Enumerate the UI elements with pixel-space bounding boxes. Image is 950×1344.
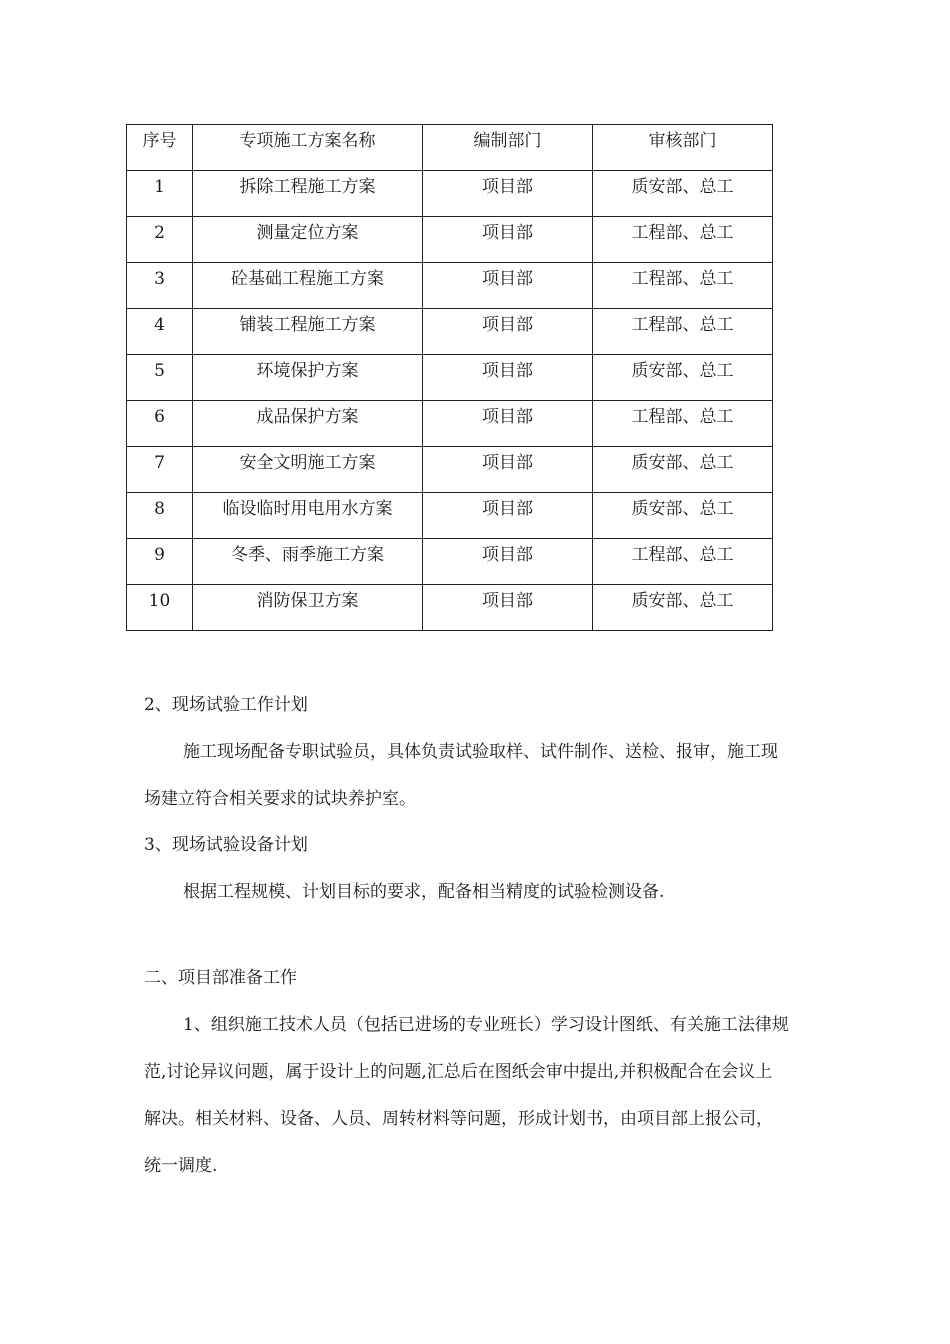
- row-index: 9: [127, 539, 193, 585]
- row-index: 3: [127, 263, 193, 309]
- row-review-dept: 工程部、总工: [593, 217, 773, 263]
- table-row: [127, 355, 773, 401]
- row-index: 1: [127, 171, 193, 217]
- row-review-dept: 质安部、总工: [593, 447, 773, 493]
- row-plan-name: 成品保护方案: [193, 401, 423, 447]
- section-2-paragraph-line-2: 场建立符合相关要求的试块养护室。: [144, 789, 416, 809]
- table-row: [127, 447, 773, 493]
- row-compiling-dept: 项目部: [423, 263, 593, 309]
- row-index: 7: [127, 447, 193, 493]
- section-2-paragraph-line-1: 施工现场配备专职试验员，具体负责试验取样、试件制作、送检、报审，施工现: [183, 742, 778, 762]
- row-plan-name: 测量定位方案: [193, 217, 423, 263]
- row-plan-name: 环境保护方案: [193, 355, 423, 401]
- row-plan-name: 砼基础工程施工方案: [193, 263, 423, 309]
- table-header-row: [127, 125, 773, 171]
- row-review-dept: 工程部、总工: [593, 309, 773, 355]
- row-compiling-dept: 项目部: [423, 355, 593, 401]
- row-index: 10: [127, 585, 193, 631]
- part-2-paragraph-line-1: 1、组织施工技术人员（包括已进场的专业班长）学习设计图纸、有关施工法律规: [183, 1015, 789, 1035]
- table-row: [127, 217, 773, 263]
- row-review-dept: 质安部、总工: [593, 171, 773, 217]
- row-compiling-dept: 项目部: [423, 493, 593, 539]
- table-row: [127, 493, 773, 539]
- row-review-dept: 工程部、总工: [593, 263, 773, 309]
- row-plan-name: 冬季、雨季施工方案: [193, 539, 423, 585]
- row-compiling-dept: 项目部: [423, 217, 593, 263]
- section-3-paragraph: 根据工程规模、计划目标的要求，配备相当精度的试验检测设备.: [183, 882, 665, 902]
- row-review-dept: 质安部、总工: [593, 355, 773, 401]
- header-index: 序号: [127, 125, 193, 171]
- table-row: [127, 585, 773, 631]
- row-plan-name: 拆除工程施工方案: [193, 171, 423, 217]
- part-2-paragraph-line-2: 范,讨论异议问题，属于设计上的问题,汇总后在图纸会审中提出,并积极配合在会议上: [144, 1062, 773, 1082]
- row-compiling-dept: 项目部: [423, 401, 593, 447]
- section-3-heading: 3、现场试验设备计划: [144, 835, 308, 855]
- table-row: [127, 539, 773, 585]
- part-2-heading: 二、项目部准备工作: [144, 968, 297, 988]
- row-compiling-dept: 项目部: [423, 585, 593, 631]
- special-plan-table: [126, 124, 773, 631]
- row-review-dept: 质安部、总工: [593, 585, 773, 631]
- row-index: 6: [127, 401, 193, 447]
- table-row: [127, 171, 773, 217]
- row-compiling-dept: 项目部: [423, 447, 593, 493]
- row-index: 4: [127, 309, 193, 355]
- row-plan-name: 铺装工程施工方案: [193, 309, 423, 355]
- table-body: [127, 125, 773, 631]
- row-plan-name: 消防保卫方案: [193, 585, 423, 631]
- row-plan-name: 临设临时用电用水方案: [193, 493, 423, 539]
- part-2-paragraph-line-4: 统一调度.: [144, 1156, 218, 1176]
- header-plan-name: 专项施工方案名称: [193, 125, 423, 171]
- row-plan-name: 安全文明施工方案: [193, 447, 423, 493]
- section-2-heading: 2、现场试验工作计划: [144, 695, 308, 715]
- table-row: [127, 309, 773, 355]
- row-compiling-dept: 项目部: [423, 309, 593, 355]
- header-review-dept: 审核部门: [593, 125, 773, 171]
- row-review-dept: 质安部、总工: [593, 493, 773, 539]
- table-row: [127, 401, 773, 447]
- row-review-dept: 工程部、总工: [593, 401, 773, 447]
- row-review-dept: 工程部、总工: [593, 539, 773, 585]
- table-row: [127, 263, 773, 309]
- row-index: 8: [127, 493, 193, 539]
- row-compiling-dept: 项目部: [423, 171, 593, 217]
- row-compiling-dept: 项目部: [423, 539, 593, 585]
- row-index: 2: [127, 217, 193, 263]
- header-compiling-dept: 编制部门: [423, 125, 593, 171]
- row-index: 5: [127, 355, 193, 401]
- part-2-paragraph-line-3: 解决。相关材料、设备、人员、周转材料等问题，形成计划书，由项目部上报公司，: [144, 1109, 773, 1129]
